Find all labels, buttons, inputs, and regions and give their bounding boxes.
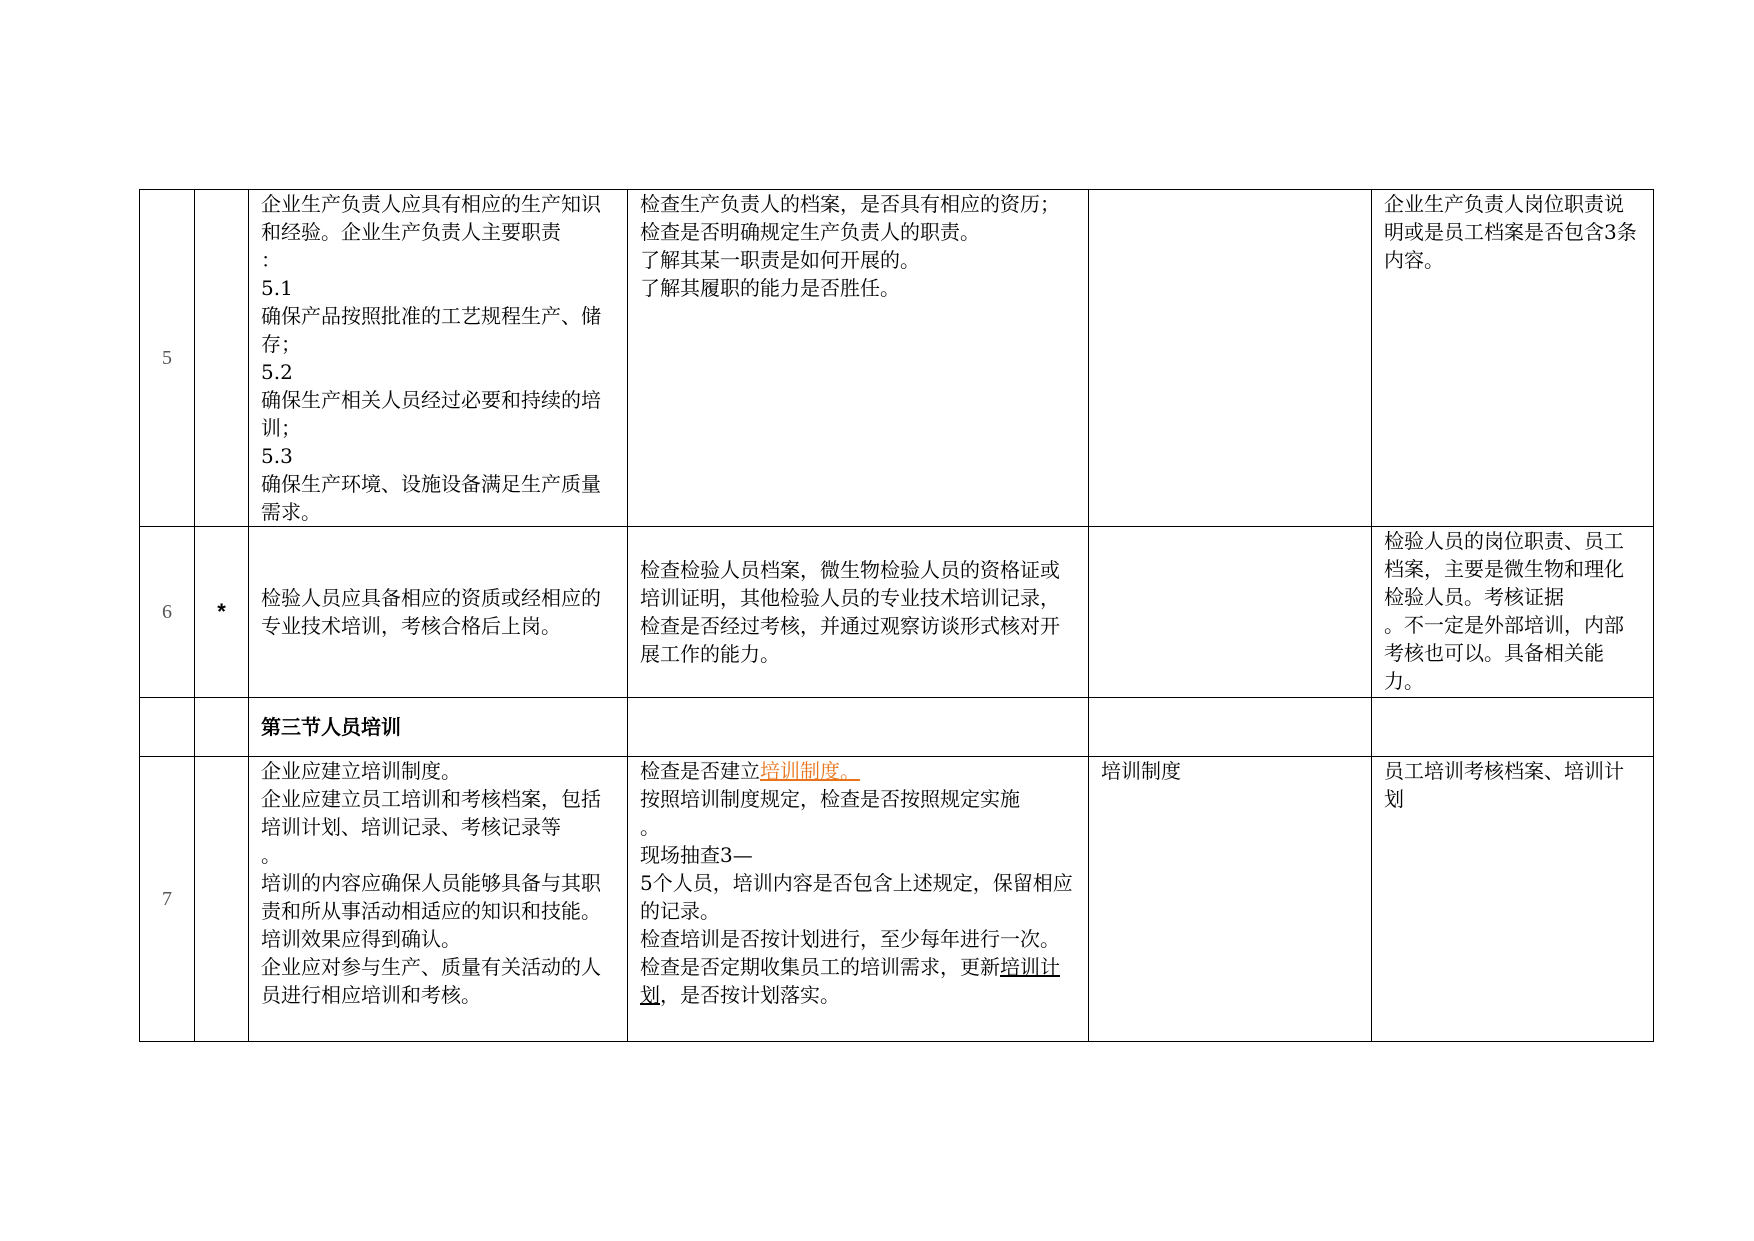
- note-cell: [1372, 698, 1654, 757]
- key-item-mark: *: [195, 527, 249, 698]
- method-text: 按照培训制度规定，检查是否按照规定实施 。 现场抽查3— 5个人员，培训内容是否包含上述规定，保留相应的记录。 检查培训是否按计划进行，至少每年进行一次。 检查是否定期收集员工的培训需求，更新: [640, 787, 1073, 979]
- checklist-table: [139, 189, 1654, 1042]
- document-cell: [1089, 190, 1372, 527]
- key-item-mark: [195, 190, 249, 527]
- inspection-method-cell: 检查检验人员档案，微生物检验人员的资格证或培训证明，其他检验人员的专业技术培训记录，检查是否经过考核，并通过观察访谈形式核对开展工作的能力。: [628, 527, 1089, 698]
- table-row: [140, 527, 1654, 698]
- requirement-cell: 企业生产负责人应具有相应的生产知识和经验。企业生产负责人主要职责 ： 5.1 确保产品按照批准的工艺规程生产、储存； 5.2 确保生产相关人员经过必要和持续的培训； 5.3 确保生产环境、设施设备满足生产质量需求。: [249, 190, 628, 527]
- item-number: 5: [140, 190, 195, 527]
- inspection-method-cell: 检查生产负责人的档案，是否具有相应的资历； 检查是否明确规定生产负责人的职责。 了解其某一职责是如何开展的。 了解其履职的能力是否胜任。: [628, 190, 1089, 527]
- document-cell: [1089, 527, 1372, 698]
- document-cell: 培训制度: [1089, 757, 1372, 1042]
- key-item-mark: [195, 698, 249, 757]
- table-row: [140, 757, 1654, 1042]
- item-number: [140, 698, 195, 757]
- method-text: 检查是否建立: [640, 759, 760, 783]
- training-plan-link[interactable]: 培训计划: [640, 955, 1060, 1007]
- note-cell: 企业生产负责人岗位职责说明或是员工档案是否包含3条内容。: [1372, 190, 1654, 527]
- item-number: 6: [140, 527, 195, 698]
- requirement-cell: 检验人员应具备相应的资质或经相应的专业技术培训，考核合格后上岗。: [249, 527, 628, 698]
- key-item-mark: [195, 757, 249, 1042]
- method-text: ，是否按计划落实。: [660, 983, 840, 1007]
- item-number: 7: [140, 757, 195, 1042]
- section-row: [140, 698, 1654, 757]
- document-cell: [1089, 698, 1372, 757]
- requirement-cell: 企业应建立培训制度。 企业应建立员工培训和考核档案，包括培训计划、培训记录、考核记录等 。 培训的内容应确保人员能够具备与其职责和所从事活动相适应的知识和技能。培训效果应得到确认。 企业应对参与生产、质量有关活动的人员进行相应培训和考核。: [249, 757, 628, 1042]
- note-cell: 检验人员的岗位职责、员工档案，主要是微生物和理化检验人员。考核证据 。不一定是外部培训，内部考核也可以。具备相关能力。: [1372, 527, 1654, 698]
- training-policy-link[interactable]: 培训制度。: [760, 759, 860, 783]
- note-cell: 员工培训考核档案、培训计划: [1372, 757, 1654, 1042]
- inspection-method-cell: [628, 698, 1089, 757]
- section-title: 第三节人员培训: [249, 698, 628, 757]
- table-row: [140, 190, 1654, 527]
- inspection-method-cell: [628, 757, 1089, 1042]
